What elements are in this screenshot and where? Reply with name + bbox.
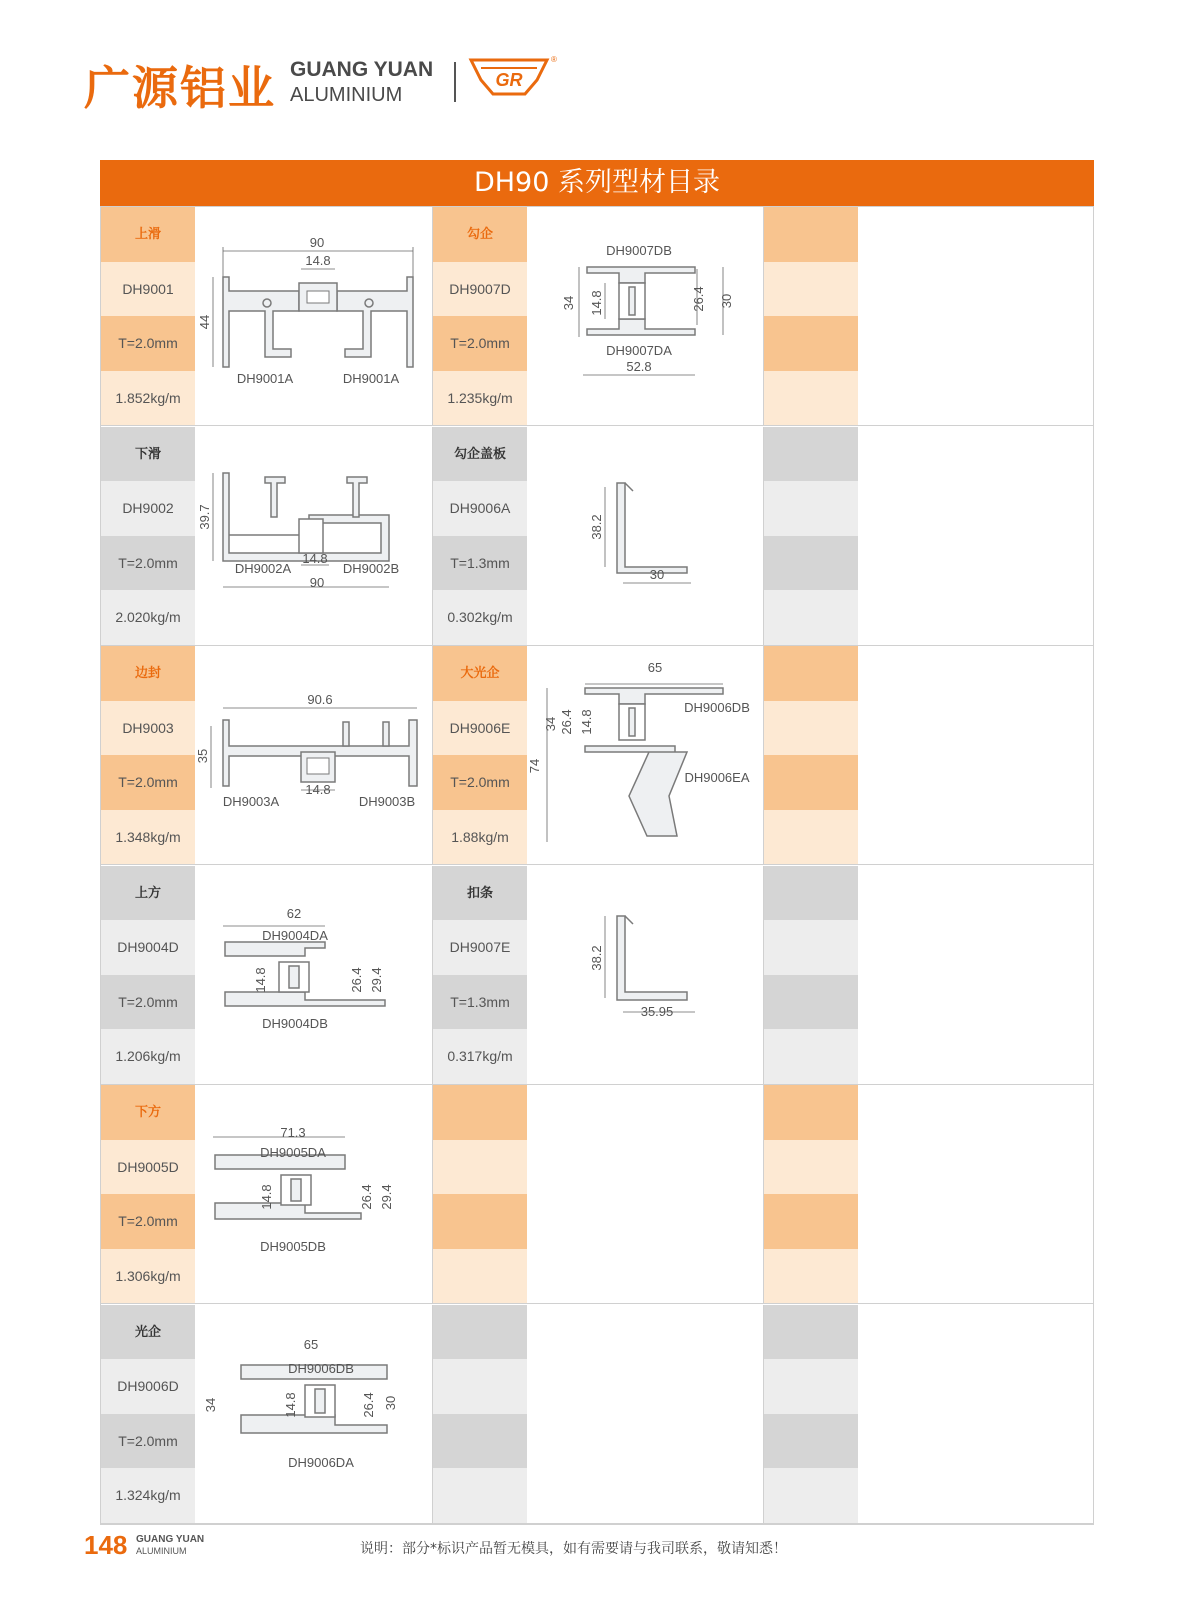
profile-weight: 1.235kg/m: [433, 371, 527, 426]
dimension-label: 26.4: [691, 286, 706, 312]
profile-section-svg: [527, 207, 763, 425]
dimension-label: DH9004DB: [262, 1015, 328, 1031]
profile-name: [764, 646, 858, 701]
profile-weight: [764, 1249, 858, 1304]
profile-thickness: [764, 1414, 858, 1469]
dimension-label: 38.2: [589, 513, 604, 540]
dimension-label: 90.6: [307, 692, 333, 707]
profile-thickness: [764, 975, 858, 1030]
catalog-title: DH90 系列型材目录: [100, 160, 1094, 206]
profile-code: DH9007E: [433, 920, 527, 975]
profile-thickness: [433, 1414, 527, 1469]
profile-spec-labels: [101, 1305, 195, 1523]
catalog-row: [101, 646, 1093, 865]
profile-spec-labels: [764, 866, 858, 1084]
catalog-grid: [100, 206, 1094, 1525]
profile-name: [764, 1305, 858, 1360]
dimension-label: DH9007DA: [606, 343, 672, 358]
dimension-label: 14.8: [305, 253, 331, 268]
profile-weight: 1.324kg/m: [101, 1468, 195, 1523]
profile-thickness: [764, 536, 858, 591]
dimension-label: 71.3: [280, 1125, 306, 1140]
profile-name: 上方: [101, 866, 195, 921]
dimension-label: 26.4: [361, 1391, 376, 1418]
profile-code: [764, 262, 858, 317]
profile-cell: [432, 427, 764, 645]
dimension-label: DH9006EA: [684, 770, 750, 785]
dimension-label: DH9003A: [222, 794, 280, 809]
dimension-label: DH9005DA: [260, 1145, 326, 1160]
profile-drawing: [527, 207, 763, 425]
profile-thickness: T=2.0mm: [101, 975, 195, 1030]
catalog-row: [101, 427, 1093, 646]
profile-spec-labels: [433, 427, 527, 645]
dimension-label: 14.8: [259, 1184, 274, 1210]
profile-cell: [432, 207, 764, 425]
profile-name: 下方: [101, 1085, 195, 1140]
profile-drawing: [527, 646, 763, 864]
profile-weight: [433, 1468, 527, 1523]
profile-code: [764, 1140, 858, 1195]
catalog-row: [101, 1085, 1093, 1304]
footer-brand-sub: ALUMINIUM: [136, 1546, 187, 1556]
page-number: 148: [84, 1530, 128, 1560]
profile-thickness: [764, 1194, 858, 1249]
profile-name: 勾企: [433, 207, 527, 262]
profile-weight: 1.348kg/m: [101, 810, 195, 865]
empty-profile-cell: [763, 207, 1094, 425]
profile-weight: 2.020kg/m: [101, 590, 195, 645]
dimension-label: 30: [383, 1395, 398, 1410]
brand-subtitle-en: ALUMINIUM: [290, 84, 403, 106]
empty-profile-cell: [432, 1085, 764, 1303]
profile-code: DH9007D: [433, 262, 527, 317]
profile-name: [433, 1085, 527, 1140]
dimension-label: 14.8: [579, 709, 594, 735]
profile-thickness: T=2.0mm: [101, 755, 195, 810]
profile-spec-labels: [101, 207, 195, 425]
logo-lettering: GR: [495, 70, 523, 90]
brand-name-cn: 广源铝业: [84, 61, 276, 115]
profile-spec-labels: [764, 646, 858, 864]
dimension-label: DH9005DB: [260, 1239, 326, 1254]
profile-spec-labels: [764, 207, 858, 425]
profile-cell: [101, 1305, 432, 1523]
profile-spec-labels: [764, 427, 858, 645]
dimension-label: 65: [303, 1336, 319, 1352]
profile-cell: [432, 646, 764, 864]
dimension-label: DH9004DA: [262, 927, 328, 943]
profile-name: 勾企盖板: [433, 427, 527, 482]
profile-spec-labels: [101, 866, 195, 1084]
dimension-label: 90: [309, 235, 325, 250]
profile-thickness: T=2.0mm: [101, 1194, 195, 1249]
profile-code: DH9005D: [101, 1140, 195, 1195]
profile-cell: [101, 1085, 432, 1303]
empty-profile-cell: [432, 1305, 764, 1523]
profile-weight: 1.852kg/m: [101, 371, 195, 426]
profile-thickness: T=2.0mm: [101, 1414, 195, 1469]
dimension-label: 14.8: [302, 550, 328, 566]
dimension-label: 26.4: [559, 709, 574, 735]
profile-code: [764, 701, 858, 756]
profile-section-svg: [527, 427, 763, 645]
profile-spec-labels: [433, 646, 527, 864]
profile-drawing: [195, 427, 431, 645]
profile-section-svg: [195, 1305, 431, 1523]
profile-name: [764, 207, 858, 262]
dimension-label: 38.2: [589, 944, 604, 971]
profile-section-svg: [195, 1085, 431, 1303]
dimension-label: 90: [309, 574, 325, 590]
profile-weight: [764, 1029, 858, 1084]
profile-cell: [432, 866, 764, 1084]
brand-divider: [454, 62, 456, 102]
profile-spec-labels: [433, 866, 527, 1084]
profile-thickness: [433, 1194, 527, 1249]
profile-drawing: [527, 866, 763, 1084]
profile-weight: [764, 371, 858, 426]
profile-drawing: [527, 427, 763, 645]
empty-profile-cell: [763, 1305, 1094, 1523]
profile-spec-labels: [101, 646, 195, 864]
profile-cell: [101, 866, 432, 1084]
profile-spec-labels: [764, 1085, 858, 1303]
profile-weight: [764, 810, 858, 865]
profile-weight: [764, 1468, 858, 1523]
profile-drawing: [195, 207, 431, 425]
profile-code: DH9006A: [433, 481, 527, 536]
profile-name: 上滑: [101, 207, 195, 262]
catalog-row: [101, 1305, 1093, 1524]
profile-name: 光企: [101, 1305, 195, 1360]
empty-profile-cell: [763, 427, 1094, 645]
profile-section-svg: [527, 646, 763, 864]
profile-weight: [764, 590, 858, 645]
dimension-label: 29.4: [379, 1184, 394, 1210]
dimension-label: 34: [561, 295, 576, 311]
page-footer: [84, 1530, 1114, 1570]
profile-code: [433, 1140, 527, 1195]
profile-thickness: T=1.3mm: [433, 536, 527, 591]
dimension-label: 65: [647, 660, 663, 675]
dimension-label: DH9006DB: [288, 1360, 354, 1376]
profile-name: 扣条: [433, 866, 527, 921]
profile-section-svg: [527, 866, 763, 1084]
profile-weight: 1.206kg/m: [101, 1029, 195, 1084]
profile-weight: 1.88kg/m: [433, 810, 527, 865]
profile-drawing: [195, 866, 431, 1084]
profile-thickness: [764, 755, 858, 810]
profile-code: DH9004D: [101, 920, 195, 975]
empty-profile-cell: [763, 866, 1094, 1084]
profile-code: DH9006D: [101, 1359, 195, 1414]
profile-spec-labels: [101, 1085, 195, 1303]
profile-thickness: T=2.0mm: [101, 316, 195, 371]
profile-thickness: T=2.0mm: [433, 316, 527, 371]
dimension-label: 35.95: [640, 1003, 674, 1019]
dimension-label: 35: [195, 748, 210, 764]
profile-cell: [101, 646, 432, 864]
profile-section-svg: [195, 427, 431, 645]
footer-note: 说明：部分*标识产品暂无模具，如有需要请与我司联系，敬请知悉！: [360, 1541, 787, 1557]
profile-thickness: [764, 316, 858, 371]
profile-thickness: T=2.0mm: [433, 755, 527, 810]
catalog-row: [101, 866, 1093, 1085]
brand-logo: [467, 54, 557, 104]
dimension-label: 34: [203, 1397, 218, 1412]
profile-thickness: T=2.0mm: [101, 536, 195, 591]
profile-name: 大光企: [433, 646, 527, 701]
dimension-label: 14.8: [253, 966, 268, 993]
empty-profile-cell: [763, 1085, 1094, 1303]
profile-spec-labels: [433, 1085, 527, 1303]
profile-weight: 1.306kg/m: [101, 1249, 195, 1304]
brand-name-en: GUANG YUAN: [290, 58, 434, 81]
profile-code: [764, 481, 858, 536]
dimension-label: DH9001A: [236, 371, 294, 386]
profile-cell: [101, 427, 432, 645]
profile-name: [764, 866, 858, 921]
dimension-label: 26.4: [349, 966, 364, 993]
profile-code: [433, 1359, 527, 1414]
profile-weight: [433, 1249, 527, 1304]
profile-code: DH9002: [101, 481, 195, 536]
dimension-label: DH9007DB: [606, 243, 672, 258]
profile-spec-labels: [433, 207, 527, 425]
dimension-label: DH9002A: [234, 560, 292, 576]
profile-section-svg: [195, 207, 431, 425]
dimension-label: DH9001A: [342, 371, 400, 386]
profile-weight: 0.302kg/m: [433, 590, 527, 645]
dimension-label: DH9006DA: [288, 1454, 354, 1470]
empty-profile-cell: [763, 646, 1094, 864]
profile-drawing: [195, 1085, 431, 1303]
profile-spec-labels: [433, 1305, 527, 1523]
dimension-label: DH9003B: [358, 794, 416, 809]
dimension-label: 26.4: [359, 1184, 374, 1210]
profile-name: 下滑: [101, 427, 195, 482]
registered-mark: ®: [551, 55, 557, 64]
profile-spec-labels: [764, 1305, 858, 1523]
profile-name: [764, 427, 858, 482]
profile-weight: 0.317kg/m: [433, 1029, 527, 1084]
dimension-label: 14.8: [305, 782, 331, 797]
dimension-label: 39.7: [197, 503, 212, 530]
profile-spec-labels: [101, 427, 195, 645]
dimension-label: 62: [286, 905, 302, 921]
dimension-label: 14.8: [283, 1391, 298, 1418]
dimension-label: 34: [543, 716, 558, 732]
profile-code: DH9006E: [433, 701, 527, 756]
profile-section-svg: [195, 646, 431, 864]
dimension-label: 44: [197, 314, 212, 330]
profile-cell: [101, 207, 432, 425]
profile-name: [764, 1085, 858, 1140]
profile-code: DH9001: [101, 262, 195, 317]
dimension-label: 74: [527, 758, 542, 774]
dimension-label: 30: [649, 566, 665, 582]
catalog-row: [101, 207, 1093, 426]
profile-drawing: [195, 646, 431, 864]
dimension-label: 29.4: [369, 966, 384, 993]
profile-name: 边封: [101, 646, 195, 701]
dimension-label: 30: [719, 293, 734, 309]
page-header: [84, 48, 604, 115]
profile-drawing: [195, 1305, 431, 1523]
profile-name: [433, 1305, 527, 1360]
dimension-label: DH9006DB: [684, 700, 750, 715]
profile-code: [764, 1359, 858, 1414]
dimension-label: 52.8: [626, 359, 652, 374]
profile-code: DH9003: [101, 701, 195, 756]
footer-brand: GUANG YUAN: [136, 1534, 205, 1545]
dimension-label: DH9002B: [342, 560, 400, 576]
profile-thickness: T=1.3mm: [433, 975, 527, 1030]
dimension-label: 14.8: [589, 290, 604, 316]
profile-section-svg: [195, 866, 431, 1084]
profile-code: [764, 920, 858, 975]
